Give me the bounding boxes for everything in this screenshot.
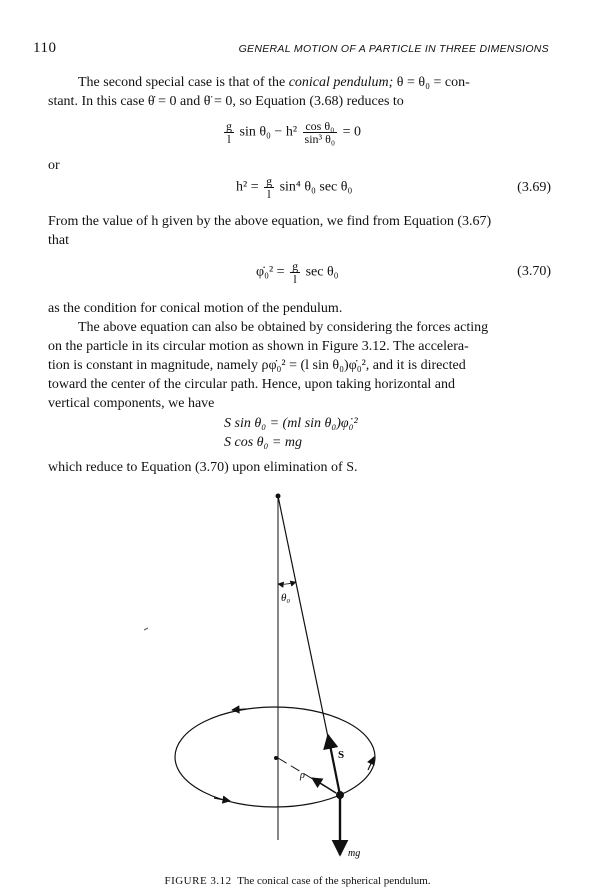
paragraph-4-line-1: The above equation can also be obtained by considering the forces acting [78, 320, 489, 335]
p1-term: conical pendulum; [288, 75, 394, 90]
label-rho: ρ [300, 770, 305, 781]
equation-number-3-69: (3.69) [517, 180, 551, 195]
equation-term: = 0 [342, 124, 361, 140]
paragraph-4-line-4: toward the center of the circular path. Hence, upon taking horizontal and [48, 377, 456, 392]
equation-rhs: sec θ₀ [305, 264, 339, 280]
paragraph-4-line-3: tion is constant in magnitude, namely ρφ̇₀² = (l sin θ₀)φ̇₀², and it is directed [48, 358, 466, 373]
angle-arc [278, 582, 296, 584]
label-tension: S [338, 749, 345, 761]
fraction-denominator: sin³ θ₀ [304, 132, 336, 146]
fraction-denominator: l [227, 132, 231, 146]
fraction-numerator: g [266, 174, 273, 188]
paragraph-4-line-5: vertical components, we have [48, 396, 215, 411]
fraction-numerator: g [292, 259, 299, 273]
equation-term: sin θ₀ − h² [239, 124, 298, 140]
fraction-numerator: cos θ₀ [303, 120, 338, 133]
acceleration-arrow [312, 778, 336, 793]
equation-number-3-70: (3.70) [517, 264, 551, 279]
paragraph-2-line-1: From the value of h given by the above equation, we find from Equation (3.67) [48, 214, 492, 229]
caption-text: The conical case of the spherical pendulum. [237, 875, 431, 887]
label-weight: mg [348, 848, 361, 859]
page-number: 110 [33, 40, 57, 56]
paragraph-5: which reduce to Equation (3.70) upon elimination of S. [48, 460, 358, 475]
tension-arrow [328, 735, 340, 795]
paragraph-1-line-2: stant. In this case θ̇ = 0 and θ̈ = 0, so Equation (3.68) reduces to [48, 94, 404, 109]
equation-lhs: h² = [236, 179, 259, 195]
caption-tag: FIGURE 3.12 [164, 875, 232, 887]
equation-lhs: φ̇₀² = [256, 264, 285, 280]
label-theta: θ₀ [281, 592, 291, 604]
paragraph-3: as the condition for conical motion of the pendulum. [48, 301, 343, 316]
equation-rhs: sin⁴ θ₀ sec θ₀ [279, 179, 353, 195]
path-direction-arrow [214, 798, 230, 801]
p1-text-a: The second special case is that of the [78, 75, 286, 90]
running-title: GENERAL MOTION OF A PARTICLE IN THREE DIMENSIONS [238, 43, 549, 55]
path-center [274, 756, 278, 760]
fraction-numerator: g [226, 119, 232, 133]
connector-or: or [48, 158, 60, 173]
force-equation-vertical: S cos θ₀ = mg [224, 435, 302, 450]
paragraph-2-line-2: that [48, 233, 69, 248]
fraction-denominator: l [293, 272, 297, 286]
force-equation-horizontal: S sin θ₀ = (ml sin θ₀)φ̇₀² [224, 416, 358, 431]
fraction-denominator: l [267, 187, 271, 201]
figure-caption [0, 875, 595, 887]
stray-mark [144, 628, 148, 630]
p1-text-c: θ = θ₀ = con- [396, 75, 470, 90]
paragraph-4-line-2: on the particle in its circular motion as shown in Figure 3.12. The accelera- [48, 339, 469, 354]
